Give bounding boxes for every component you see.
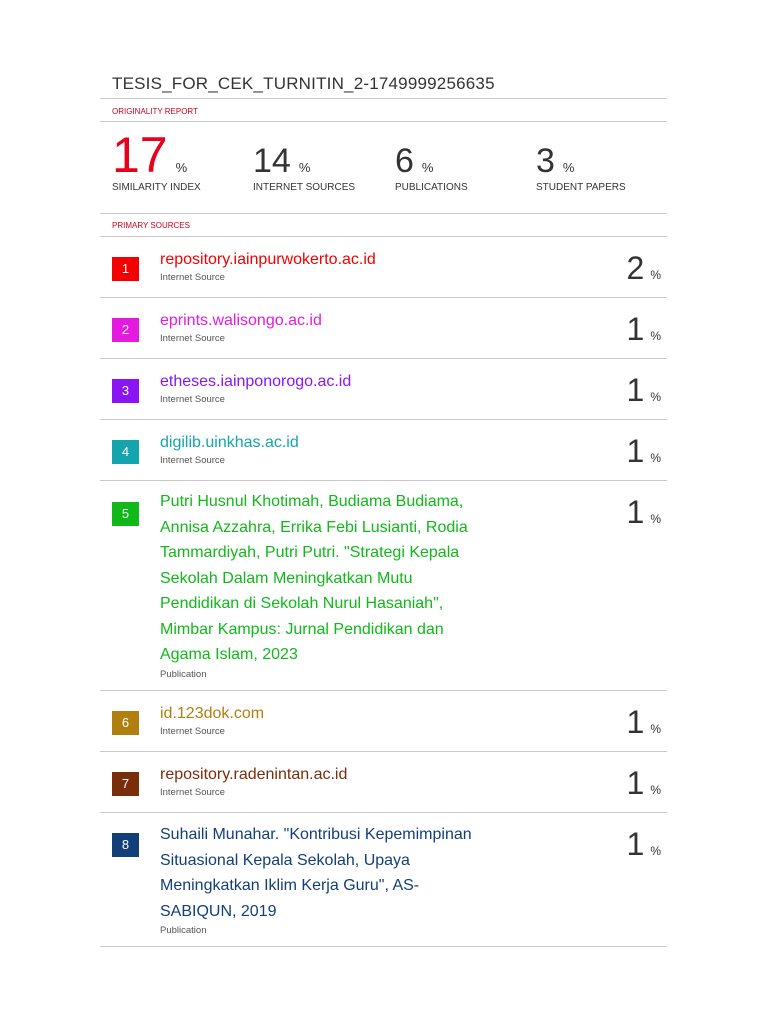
- source-percent: 1 %: [626, 311, 661, 347]
- source-title: etheses.iainponorogo.ac.id: [160, 373, 352, 390]
- document-title: TESIS_FOR_CEK_TURNITIN_2-1749999256635: [112, 74, 495, 93]
- stat-label: INTERNET SOURCES: [253, 182, 356, 193]
- source-type: Publication: [160, 925, 207, 936]
- source-title: eprints.walisongo.ac.id: [160, 312, 322, 329]
- source-type: Internet Source: [160, 726, 225, 737]
- source-title: id.123dok.com: [160, 705, 265, 722]
- stat-value: 14: [253, 142, 291, 180]
- source-title: digilib.uinkhas.ac.id: [160, 434, 299, 451]
- stat-student-papers: [536, 142, 626, 193]
- source-title: repository.iainpurwokerto.ac.id: [160, 251, 376, 268]
- source-percent: 1 %: [626, 494, 661, 530]
- source-rank-badge: 2: [112, 318, 139, 342]
- source-rank-badge: 3: [112, 379, 139, 403]
- source-type: Internet Source: [160, 394, 225, 405]
- stat-publications: [395, 142, 468, 193]
- source-row-5: [100, 480, 667, 690]
- source-percent: 1 %: [626, 704, 661, 740]
- source-percent: 1 %: [626, 433, 661, 469]
- stat-value: 3: [536, 142, 555, 180]
- source-row-2: [100, 297, 667, 358]
- source-type: Internet Source: [160, 333, 225, 344]
- divider: [100, 98, 667, 99]
- stat-internet-sources: [253, 142, 356, 193]
- source-row-7: [100, 751, 667, 812]
- source-title: repository.radenintan.ac.id: [160, 766, 348, 783]
- stat-similarity-index: [112, 127, 201, 193]
- divider: [100, 121, 667, 122]
- stat-unit: %: [175, 160, 188, 175]
- source-row-3: [100, 358, 667, 419]
- source-type: Internet Source: [160, 455, 225, 466]
- divider: [100, 946, 667, 947]
- source-rank-badge: 4: [112, 440, 139, 464]
- source-title: Suhaili Munahar. "Kontribusi Kepemimpinan Situasional Kepala Sekolah, Upaya Meningkatkan Iklim Kerja Guru", AS-SABIQUN, 2019: [160, 826, 472, 920]
- stat-value: 6: [395, 142, 414, 180]
- stat-label: STUDENT PAPERS: [536, 182, 626, 193]
- originality-report-label: ORIGINALITY REPORT: [112, 107, 198, 116]
- source-percent: 1 %: [626, 372, 661, 408]
- source-type: Internet Source: [160, 787, 225, 798]
- source-row-4: [100, 419, 667, 480]
- source-row-6: [100, 690, 667, 751]
- stat-unit: %: [298, 160, 311, 175]
- stat-label: SIMILARITY INDEX: [112, 182, 201, 193]
- source-percent: 2 %: [626, 250, 661, 286]
- source-rank-badge: 6: [112, 711, 139, 735]
- stat-unit: %: [562, 160, 575, 175]
- stat-unit: %: [421, 160, 434, 175]
- source-percent: 1 %: [626, 765, 661, 801]
- primary-sources-label: PRIMARY SOURCES: [112, 221, 190, 230]
- source-row-8: [100, 812, 667, 946]
- stat-label: PUBLICATIONS: [395, 182, 468, 193]
- source-rank-badge: 1: [112, 257, 139, 281]
- source-type: Publication: [160, 669, 207, 680]
- source-rank-badge: 5: [112, 502, 139, 526]
- source-percent: 1 %: [626, 826, 661, 862]
- source-title: Putri Husnul Khotimah, Budiama Budiama, Annisa Azzahra, Errika Febi Lusianti, Rodia Tammardiyah, Putri Putri. "Strategi Kepala Sekolah Dalam Meningkatkan Mutu Pendidikan di Sekolah Nurul Hasaniah", Mimbar Kampus: Jurnal Pendidikan dan Agama Islam, 2023: [160, 493, 468, 663]
- source-row-1: [100, 236, 667, 297]
- source-rank-badge: 7: [112, 772, 139, 796]
- source-type: Internet Source: [160, 272, 225, 283]
- stat-value: 17: [112, 127, 168, 183]
- divider: [100, 213, 667, 214]
- source-rank-badge: 8: [112, 833, 139, 857]
